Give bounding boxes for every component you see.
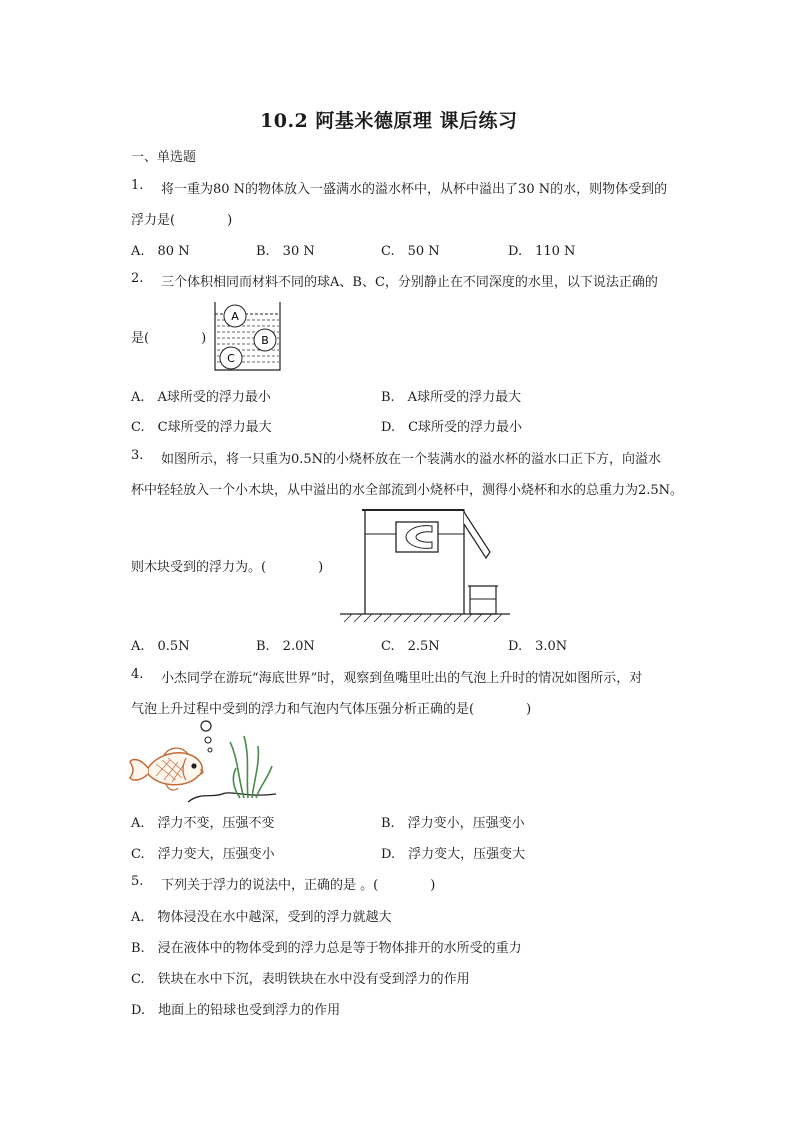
fish-eye <box>191 763 196 768</box>
seaweed <box>230 736 272 798</box>
water-tank-figure <box>213 300 283 372</box>
ball-b-label: B <box>261 334 269 347</box>
question-number: 3. <box>131 448 144 463</box>
question-text-line: 三个体积相同而材料不同的球A、B、C，分别静止在不同深度的水里，以下说法正确的 <box>161 275 658 290</box>
section-heading: 一、单选题 <box>131 150 197 165</box>
question-text-line: 则木块受到的浮力为。( ) <box>131 560 324 575</box>
overflow-cup-figure <box>340 504 510 626</box>
option-c[interactable]: C. 浮力变大，压强变小 <box>131 847 275 862</box>
bubble-small <box>208 748 212 752</box>
question-number: 4. <box>131 667 144 682</box>
option-a[interactable]: A. 80 N <box>131 244 190 259</box>
question-text-line: 下列关于浮力的说法中，正确的是 。( ) <box>161 878 436 893</box>
question-text-line: 浮力是( ) <box>131 213 233 228</box>
question-number: 2. <box>131 271 144 286</box>
question-text-line: 气泡上升过程中受到的浮力和气泡内气体压强分析正确的是( ) <box>131 702 532 717</box>
option-a[interactable]: A. 物体浸没在水中越深，受到的浮力就越大 <box>131 910 392 925</box>
option-b[interactable]: B. 浸在液体中的物体受到的浮力总是等于物体排开的水所受的重力 <box>131 941 522 956</box>
option-b[interactable]: B. 30 N <box>256 244 315 259</box>
option-c[interactable]: C. 2.5N <box>381 639 440 654</box>
option-b[interactable]: B. 2.0N <box>256 639 315 654</box>
page-title: 10.2 阿基米德原理 课后练习 <box>260 110 518 132</box>
ball-c-label: C <box>227 352 235 365</box>
option-a[interactable]: A. 0.5N <box>131 639 190 654</box>
option-d[interactable]: D. 浮力变大，压强变大 <box>381 847 526 862</box>
question-text-line: 小杰同学在游玩“海底世界”时，观察到鱼嘴里吐出的气泡上升时的情况如图所示，对 <box>161 671 643 686</box>
option-c[interactable]: C. 50 N <box>381 244 440 259</box>
option-d[interactable]: D. 3.0N <box>508 639 568 654</box>
option-b[interactable]: B. 浮力变小，压强变小 <box>381 816 525 831</box>
option-a[interactable]: A. 浮力不变，压强不变 <box>131 816 275 831</box>
option-c[interactable]: C. 铁块在水中下沉，表明铁块在水中没有受到浮力的作用 <box>131 972 470 987</box>
question-text-line: 将一重为80 N的物体放入一盛满水的溢水杯中，从杯中溢出了30 N的水，则物体受到的 <box>161 182 668 197</box>
fish-bubbles-figure <box>126 718 276 806</box>
small-beaker <box>470 586 496 614</box>
question-text-line: 如图所示，将一只重为0.5N的小烧杯放在一个装满水的溢水杯的溢水口正下方，向溢水 <box>161 452 662 467</box>
question-text-line: 是( ) <box>131 331 207 346</box>
bubble-large <box>201 721 211 731</box>
question-number: 5. <box>131 874 144 889</box>
bubble-medium <box>205 737 211 743</box>
option-a[interactable]: A. A球所受的浮力最小 <box>131 390 271 405</box>
ball-a-label: A <box>231 310 239 323</box>
option-b[interactable]: B. A球所受的浮力最大 <box>381 390 522 405</box>
option-d[interactable]: D. C球所受的浮力最小 <box>381 420 523 435</box>
option-d[interactable]: D. 地面上的铅球也受到浮力的作用 <box>131 1003 341 1018</box>
option-c[interactable]: C. C球所受的浮力最大 <box>131 420 272 435</box>
option-d[interactable]: D. 110 N <box>508 244 576 259</box>
question-text-line: 杯中轻轻放入一个小木块，从中溢出的水全部流到小烧杯中，测得小烧杯和水的总重力为2.5N。 <box>131 483 684 498</box>
fish <box>148 753 202 785</box>
question-number: 1. <box>131 178 144 193</box>
